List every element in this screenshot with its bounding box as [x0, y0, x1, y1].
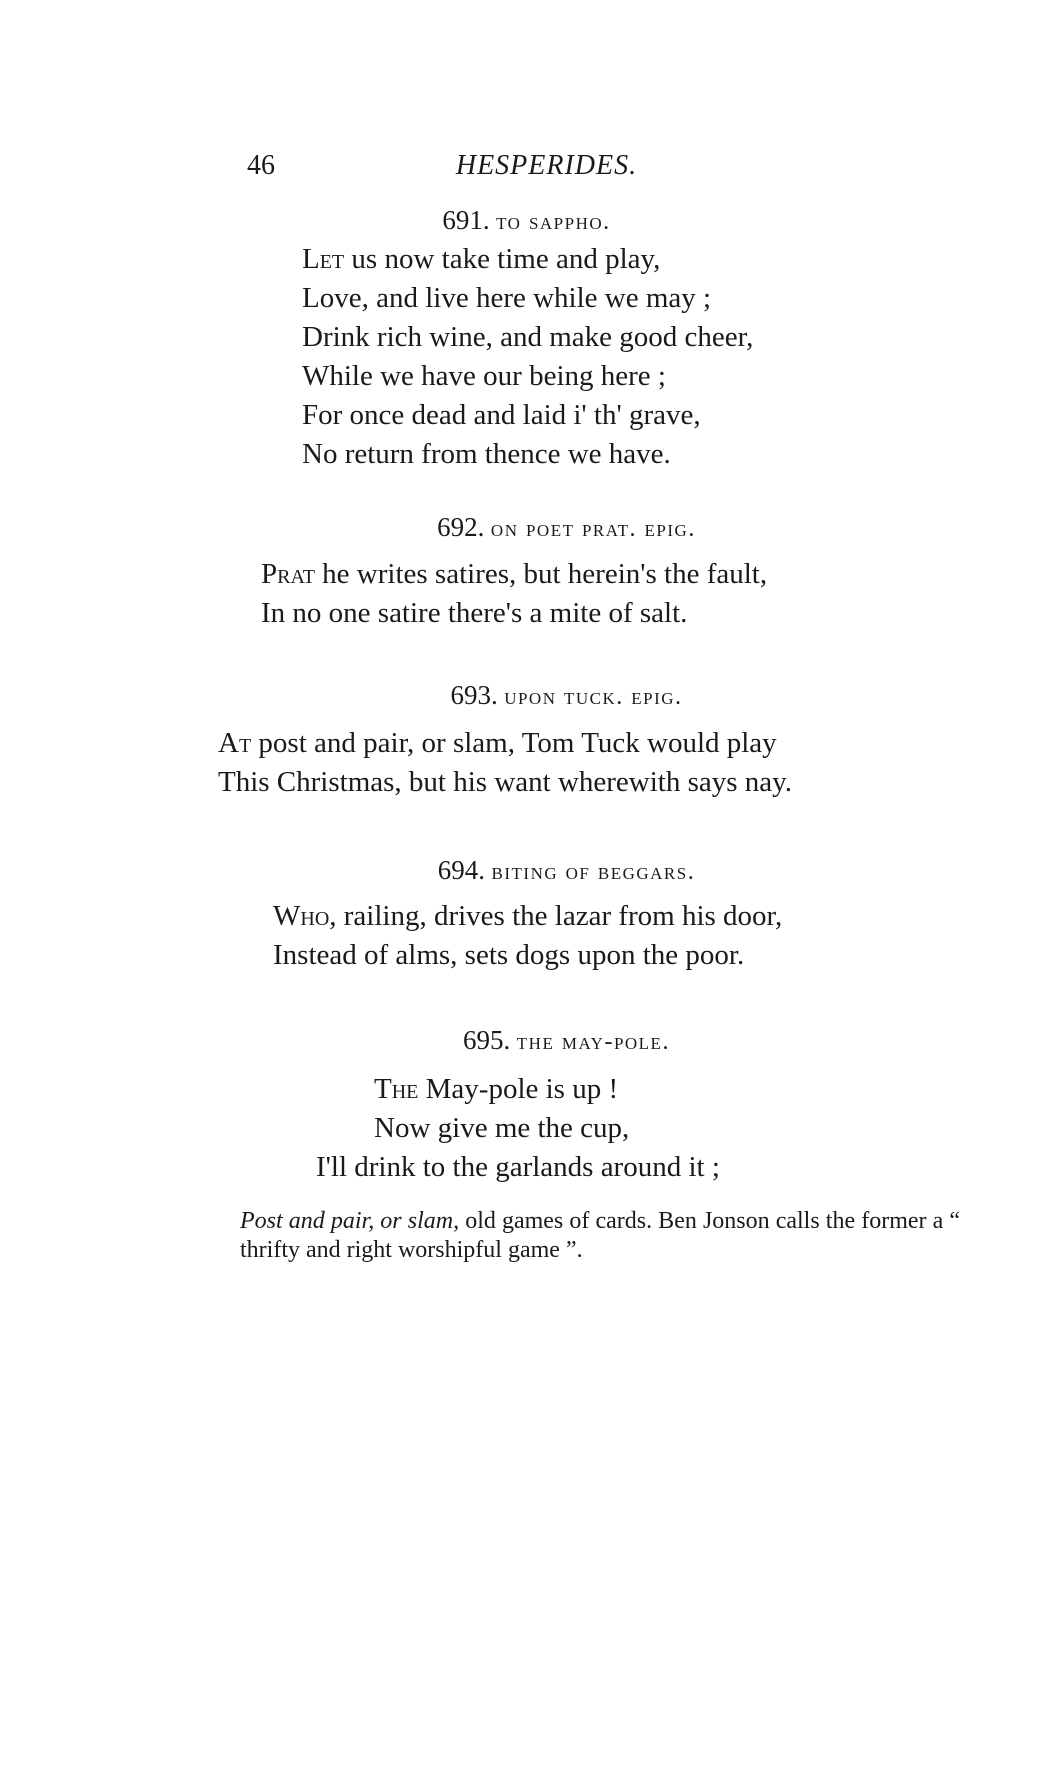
poem-line: In no one satire there's a mite of salt.	[261, 597, 688, 629]
poem-line: I'll drink to the garlands around it ;	[316, 1151, 720, 1183]
poem-heading	[0, 1025, 1053, 1056]
poem-number: 692.	[437, 512, 485, 542]
poem-line	[261, 555, 767, 594]
poem-title: on poet prat. epig.	[490, 516, 696, 542]
poem-title: biting of beggars.	[491, 859, 696, 885]
poem-number: 695.	[463, 1025, 511, 1055]
line-text: May-pole is up !	[418, 1073, 619, 1105]
page-header	[0, 150, 1053, 190]
page-number: 46	[247, 150, 275, 181]
initial-word: The	[374, 1073, 419, 1105]
poem-line: For once dead and laid i' th' grave,	[302, 399, 701, 431]
poem-line: Drink rich wine, and make good cheer,	[302, 321, 754, 353]
initial-word: Let	[302, 243, 345, 275]
poem-heading	[0, 205, 1053, 236]
poem-heading	[0, 680, 1053, 711]
poem-line: Instead of alms, sets dogs upon the poor.	[273, 939, 745, 971]
poem-title: upon tuck. epig.	[504, 684, 683, 710]
line-text: , railing, drives the lazar from his door,	[329, 900, 783, 932]
poem-title: to sappho.	[496, 209, 611, 235]
poem-number: 691.	[442, 205, 490, 235]
poem-line	[273, 897, 782, 936]
line-text: us now take time and play,	[344, 243, 661, 275]
poem-number: 693.	[450, 680, 498, 710]
initial-word: At	[218, 727, 252, 759]
poem-body	[316, 1070, 720, 1187]
poem-line: This Christmas, but his want wherewith says nay.	[218, 766, 793, 798]
footnote-text: old games of cards. Ben Jonson calls the former a “ thrifty and right worshipful game ”.	[240, 1208, 960, 1263]
poem-heading	[0, 512, 1053, 543]
poem-number: 694.	[437, 855, 486, 885]
poem-body	[302, 240, 753, 474]
poem-body	[261, 555, 767, 633]
poem-heading	[0, 855, 1053, 886]
poem-body	[273, 897, 782, 975]
line-text: post and pair, or slam, Tom Tuck would play	[251, 727, 777, 759]
footnote-italic: Post and pair, or slam,	[240, 1208, 460, 1234]
poem-line	[316, 1070, 720, 1109]
poem-line: While we have our being here ;	[302, 360, 666, 392]
poem-line	[302, 240, 753, 279]
initial-word: Prat	[261, 558, 315, 590]
poem-body	[218, 724, 792, 802]
poem-line	[218, 724, 792, 763]
line-text: he writes satires, but herein's the fault,	[314, 558, 768, 590]
running-title: HESPERIDES.	[455, 150, 638, 181]
poem-line: Now give me the cup,	[374, 1112, 630, 1144]
initial-word: Who	[273, 900, 330, 932]
footnote	[240, 1207, 960, 1265]
poem-title: the may-pole.	[516, 1029, 670, 1055]
poem-line: Love, and live here while we may ;	[302, 282, 712, 314]
poem-line: No return from thence we have.	[302, 438, 671, 470]
